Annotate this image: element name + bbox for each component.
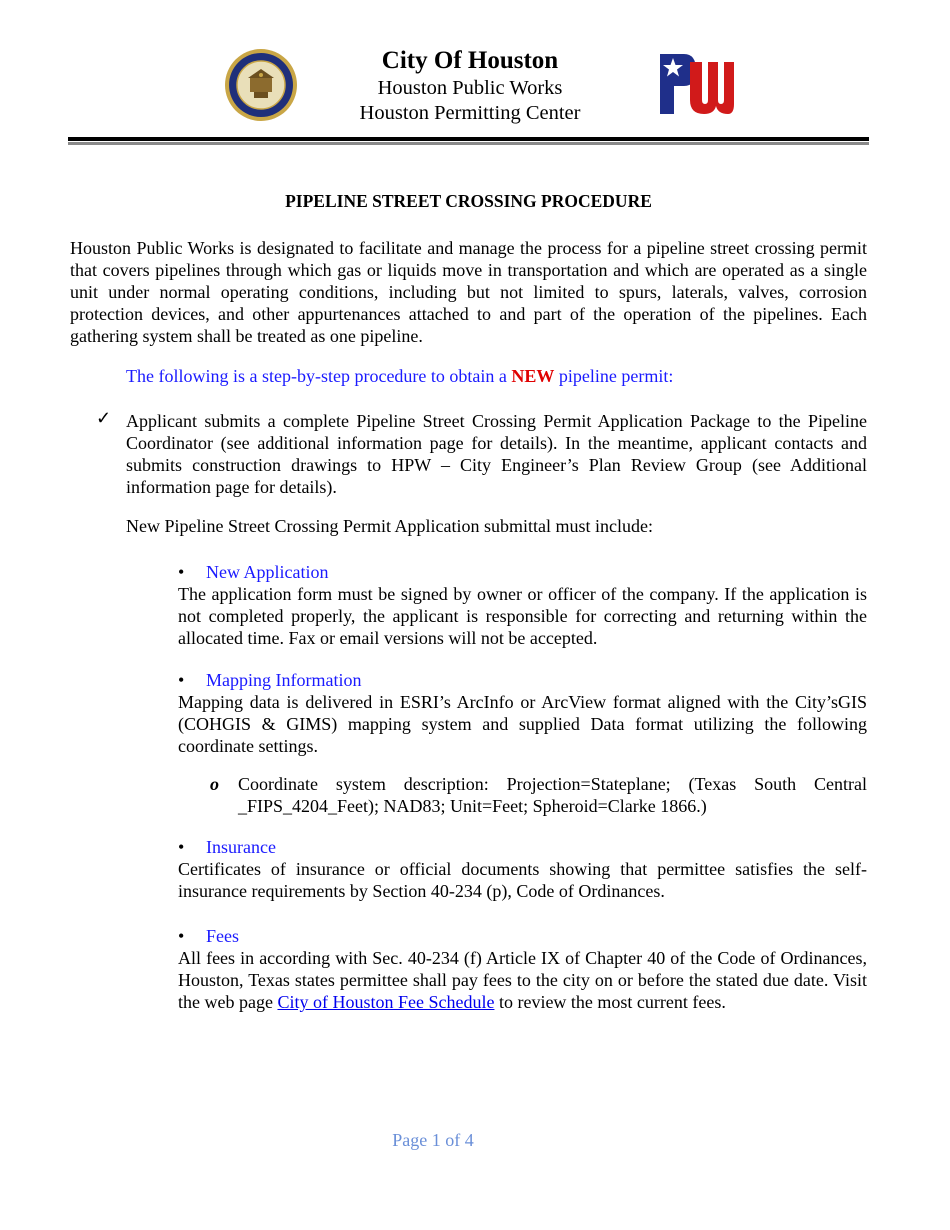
step-lead-after: pipeline permit: bbox=[554, 366, 674, 386]
coordinate-system-description: Coordinate system description: Projection=Stateplane; (Texas South Central _FIPS_4204_Feet); NAD83; Unit=Feet; Spheroid=Clarke 1866.) bbox=[238, 774, 867, 816]
header-rule bbox=[68, 137, 869, 141]
header-rule-shadow bbox=[68, 142, 869, 145]
section-heading bbox=[178, 561, 867, 583]
step-one-paragraph: Applicant submits a complete Pipeline Street Crossing Permit Application Package to the Pipeline Coordinator (see additional information page for details). In the meantime, applicant contacts and submits construction drawings to HPW – City Engineer’s Plan Review Group (see Additional information page for details). bbox=[126, 411, 867, 497]
city-title: City Of Houston bbox=[381, 47, 559, 74]
application-text: The application form must be signed by owner or officer of the company. If the application is not completed properly, the applicant is responsible for correcting and returning within the allocated time. Fax or email versions will not be accepted. bbox=[178, 584, 867, 648]
fees-text-before: All fees in according with Sec. 40-234 (f) Article IX of Chapter 40 of the Code of Ordinances, Houston, Texas states permittee shall pay fees to the city on or before the stated due date. Visit the web page bbox=[178, 948, 867, 1012]
intro-paragraph: Houston Public Works is designated to facilitate and manage the process for a pipeline street crossing permit that covers pipelines through which gas or liquids move in transportation and which are operated as a single unit under normal operating conditions, including but not limited to spurs, laterals, valves, corrosion protection devices, and other appurtenances attached to and part of the operation of the pipelines. Each gathering system shall be treated as one pipeline. bbox=[70, 238, 867, 346]
new-emphasis: NEW bbox=[511, 366, 555, 386]
section-fees bbox=[178, 925, 867, 1013]
fees-text bbox=[178, 947, 867, 1013]
heading-mapping-information: Mapping Information bbox=[206, 670, 362, 690]
bullet-icon: • bbox=[178, 670, 185, 690]
section-insurance bbox=[178, 836, 867, 902]
center-name: Houston Permitting Center bbox=[359, 102, 581, 124]
section-heading bbox=[178, 925, 867, 947]
heading-insurance: Insurance bbox=[206, 837, 276, 857]
page-number: Page 1 of 4 bbox=[392, 1130, 474, 1150]
insurance-text: Certificates of insurance or official documents showing that permittee satisfies the self-insurance requirements by Section 40-234 (p), Code of Ordinances. bbox=[178, 859, 867, 901]
sub-bullet-icon: o bbox=[210, 774, 219, 794]
submittal-requirements-lead: New Pipeline Street Crossing Permit Application submittal must include: bbox=[126, 516, 653, 536]
step-lead-before: The following is a step-by-step procedure to obtain a bbox=[126, 366, 512, 386]
header-text bbox=[330, 46, 610, 126]
section-mapping-information bbox=[178, 669, 867, 757]
heading-fees: Fees bbox=[206, 926, 239, 946]
bullet-icon: • bbox=[178, 562, 185, 582]
heading-new-application: New Application bbox=[206, 562, 329, 582]
department-name: Houston Public Works bbox=[377, 77, 563, 99]
bullet-icon: • bbox=[178, 837, 185, 857]
page-header bbox=[0, 0, 950, 140]
city-seal-icon bbox=[224, 48, 298, 122]
bullet-icon: • bbox=[178, 926, 185, 946]
section-heading bbox=[178, 836, 867, 858]
fee-schedule-link[interactable]: City of Houston Fee Schedule bbox=[277, 992, 495, 1012]
section-heading bbox=[178, 669, 867, 691]
mapping-text: Mapping data is delivered in ESRI’s ArcInfo or ArcView format aligned with the City’sGIS (COHGIS & GIMS) mapping system and supplied Data format utilizing the following coordinate settings. bbox=[178, 692, 867, 756]
public-works-logo-icon bbox=[654, 48, 738, 120]
section-new-application bbox=[178, 561, 867, 649]
checkmark-icon: ✓ bbox=[96, 408, 112, 428]
document-title: PIPELINE STREET CROSSING PROCEDURE bbox=[285, 191, 652, 211]
fees-text-after: to review the most current fees. bbox=[494, 992, 726, 1012]
step-lead-line bbox=[126, 366, 673, 387]
